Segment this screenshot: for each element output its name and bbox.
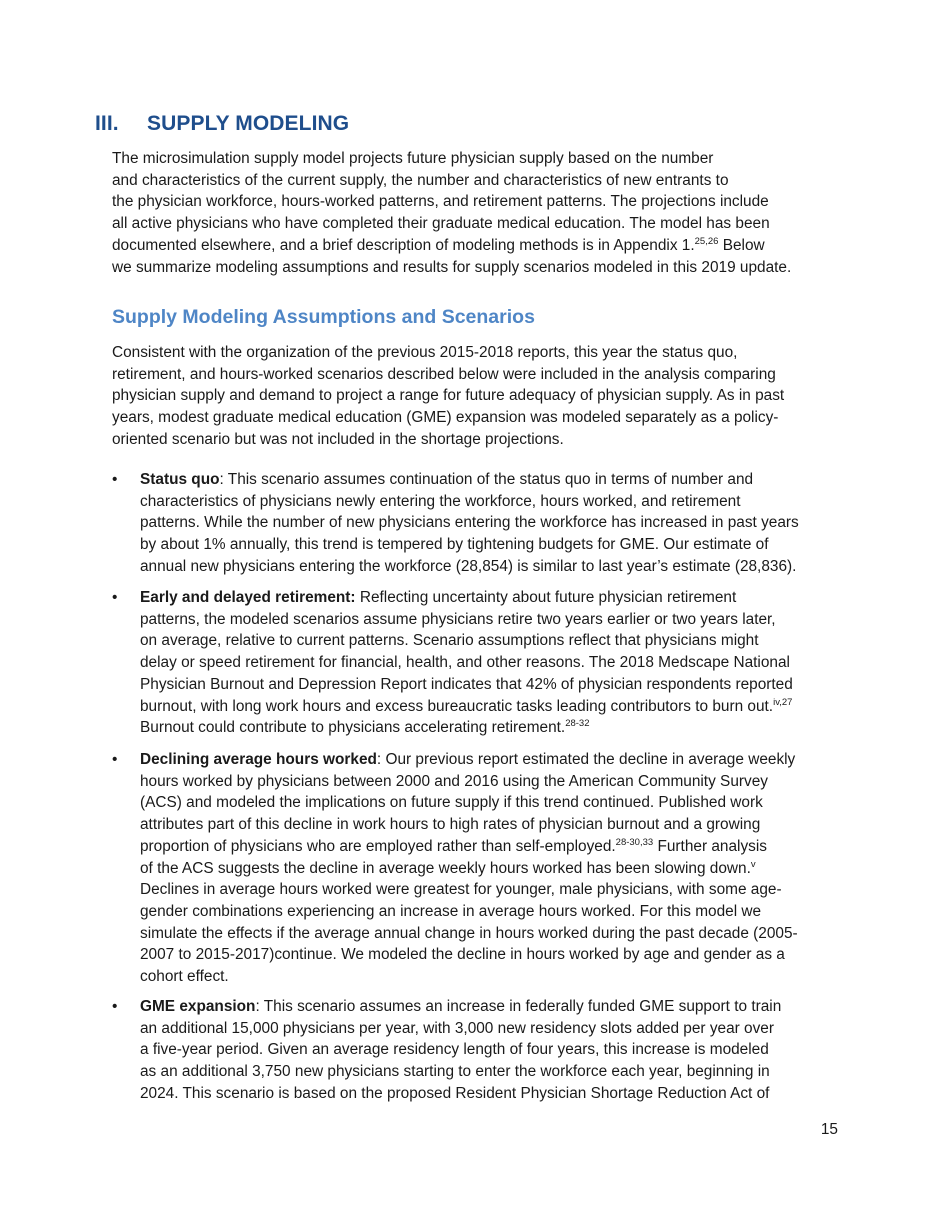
text-line xyxy=(112,235,847,257)
subsection-paragraph xyxy=(112,342,847,451)
text-line: hours worked by physicians between 2000 and 2016 using the American Community Survey xyxy=(140,772,768,790)
citation-superscript: 25,26 xyxy=(694,235,719,247)
text-line: retirement, and hours-worked scenarios described below were included in the analysis comparing xyxy=(112,365,776,383)
bullet-term: Status quo xyxy=(140,471,220,488)
text-line: patterns. While the number of new physicians entering the workforce has increased in past years xyxy=(140,514,799,532)
citation-superscript: 28-30,33 xyxy=(615,836,654,848)
text-line: all active physicians who have completed their graduate medical education. The model has been xyxy=(112,215,770,233)
text-line xyxy=(140,749,847,771)
bullet-hours-worked xyxy=(112,749,847,988)
text-line xyxy=(140,696,847,718)
text-segment: Below xyxy=(718,236,765,254)
text-segment: Burnout could contribute to physicians accelerating retirement. xyxy=(140,719,566,737)
text-line: the physician workforce, hours-worked patterns, and retirement patterns. The projections include xyxy=(112,193,769,211)
page-number: 15 xyxy=(820,1121,838,1138)
text-segment: : This scenario assumes an increase in federally funded GME support to train xyxy=(255,998,782,1015)
intro-paragraph xyxy=(112,148,847,278)
text-line: as an additional 3,750 new physicians starting to enter the workforce each year, beginning in xyxy=(140,1063,770,1081)
text-line: oriented scenario but was not included in the shortage projections. xyxy=(112,430,564,448)
text-line xyxy=(140,858,847,880)
text-segment: of the ACS suggests the decline in average weekly hours worked has been slowing down. xyxy=(140,859,751,877)
text-line: delay or speed retirement for financial, health, and other reasons. The 2018 Medscape National xyxy=(140,654,790,672)
text-line: an additional 15,000 physicians per year, with 3,000 new residency slots added per year over xyxy=(140,1019,774,1037)
citation-superscript: iv,27 xyxy=(773,696,793,708)
text-line: physician supply and demand to project a range for future adequacy of physician supply. As in past xyxy=(112,387,785,405)
text-line: The microsimulation supply model projects future physician supply based on the number xyxy=(112,150,714,167)
bullet-term: GME expansion xyxy=(140,998,256,1015)
text-line: Consistent with the organization of the previous 2015-2018 reports, this year the status quo, xyxy=(112,344,738,361)
bullet-retirement xyxy=(112,587,847,739)
text-line: patterns, the modeled scenarios assume physicians retire two years earlier or two years later, xyxy=(140,610,776,628)
section-title: SUPPLY MODELING xyxy=(147,112,350,135)
text-line: (ACS) and modeled the implications on future supply if this trend continued. Published work xyxy=(140,794,763,812)
text-segment: Further analysis xyxy=(653,837,767,855)
bullet-gme-expansion xyxy=(112,996,847,1105)
text-line: years, modest graduate medical education (GME) expansion was modeled separately as a policy- xyxy=(112,409,779,427)
text-line: attributes part of this decline in work hours to high rates of physician burnout and a growing xyxy=(140,816,761,834)
text-line: and characteristics of the current supply, the number and characteristics of new entrants to xyxy=(112,171,729,189)
text-line: on average, relative to current patterns. Scenario assumptions reflect that physicians might xyxy=(140,632,759,650)
text-line xyxy=(140,717,847,739)
text-line: a five-year period. Given an average residency length of four years, this increase is modeled xyxy=(140,1041,769,1059)
text-line: gender combinations experiencing an increase in average hours worked. For this model we xyxy=(140,902,762,920)
text-line: cohort effect. xyxy=(140,968,229,986)
bullet-icon: • xyxy=(112,998,118,1015)
bullet-term: Declining average hours worked xyxy=(140,751,377,768)
text-line xyxy=(140,587,847,609)
text-line: 2024. This scenario is based on the proposed Resident Physician Shortage Reduction Act of xyxy=(140,1084,770,1102)
text-line: simulate the effects if the average annual change in hours worked during the past decade (2005- xyxy=(140,924,798,942)
bullet-icon: • xyxy=(112,751,118,768)
text-segment: : Our previous report estimated the decline in average weekly xyxy=(376,751,796,768)
citation-superscript: v xyxy=(750,858,756,870)
bullet-status-quo xyxy=(112,469,847,578)
text-line: by about 1% annually, this trend is tempered by tightening budgets for GME. Our estimate of xyxy=(140,536,769,554)
text-line xyxy=(140,836,847,858)
text-segment: : This scenario assumes continuation of the status quo in terms of number and xyxy=(219,471,754,488)
text-segment: burnout, with long work hours and excess bureaucratic tasks leading contributors to burn out. xyxy=(140,697,774,715)
text-line: characteristics of physicians newly entering the workforce, hours worked, and retirement xyxy=(140,492,741,510)
text-line xyxy=(140,996,847,1018)
text-segment: documented elsewhere, and a brief description of modeling methods is in Appendix 1. xyxy=(112,236,695,254)
text-line: Physician Burnout and Depression Report indicates that 42% of physician respondents reported xyxy=(140,675,793,693)
text-line xyxy=(140,469,847,491)
text-segment: Reflecting uncertainty about future physician retirement xyxy=(355,589,737,606)
citation-superscript: 28-32 xyxy=(565,718,590,730)
text-line: annual new physicians entering the workforce (28,854) is similar to last year’s estimate (28,836). xyxy=(140,557,797,575)
subsection-heading: Supply Modeling Assumptions and Scenarios xyxy=(112,306,535,328)
section-number: III. xyxy=(95,112,119,135)
text-segment: proportion of physicians who are employed rather than self-employed. xyxy=(140,837,616,855)
text-line: Declines in average hours worked were greatest for younger, male physicians, with some age- xyxy=(140,881,782,899)
text-line: 2007 to 2015-2017)continue. We modeled the decline in hours worked by age and gender as a xyxy=(140,946,785,964)
bullet-icon: • xyxy=(112,471,118,488)
text-line: we summarize modeling assumptions and results for supply scenarios modeled in this 2019 update. xyxy=(112,258,792,276)
section-heading xyxy=(95,112,349,136)
bullet-icon: • xyxy=(112,589,118,606)
bullet-term: Early and delayed retirement: xyxy=(140,589,356,606)
